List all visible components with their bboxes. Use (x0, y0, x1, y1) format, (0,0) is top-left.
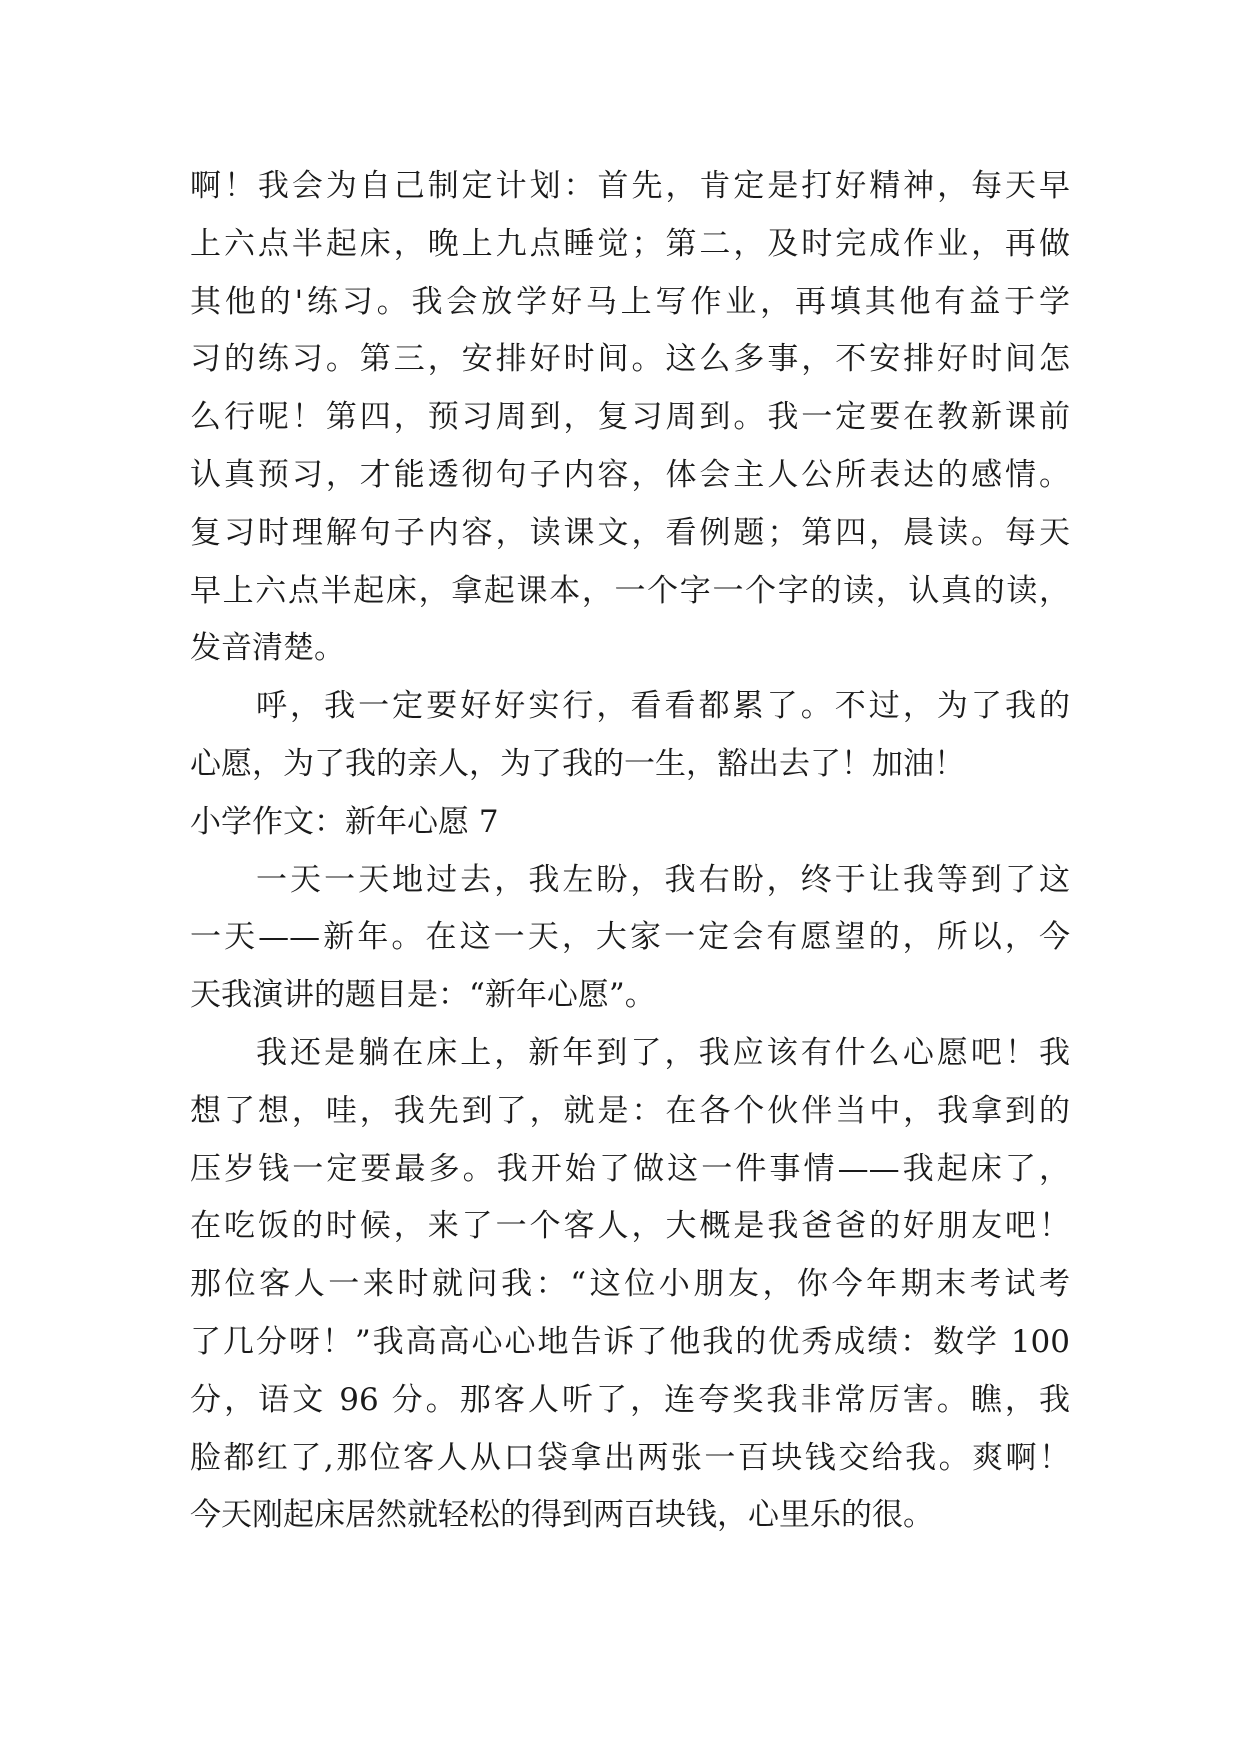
text-line: 分，语文 96 分。那客人听了，连夸奖我非常厉害。瞧，我 (190, 1381, 1070, 1418)
text-line: 脸都红了,那位客人从口袋拿出两张一百块钱交给我。爽啊！ (190, 1439, 1070, 1476)
text-line: 么行呢！第四，预习周到，复习周到。我一定要在教新课前 (190, 399, 1070, 436)
text-line: 想了想，哇，我先到了，就是：在各个伙伴当中，我拿到的 (190, 1092, 1070, 1129)
text-line: 天我演讲的题目是：“新年心愿”。 (190, 977, 656, 1014)
essay-body (190, 158, 1070, 1545)
paragraph-first-line: 呼，我一定要好好实行，看看都累了。不过，为了我的 (256, 688, 1070, 725)
text-line: 习的练习。第三，安排好时间。这么多事，不安排好时间怎 (190, 341, 1070, 378)
text-line: 那位客人一来时就问我：“这位小朋友，你今年期末考试考 (190, 1266, 1070, 1303)
text-line: 早上六点半起床，拿起课本，一个字一个字的读，认真的读， (190, 572, 1070, 609)
text-line: 上六点半起床，晚上九点睡觉；第二，及时完成作业，再做 (190, 225, 1070, 262)
paragraph-first-line: 一天一天地过去，我左盼，我右盼，终于让我等到了这 (256, 861, 1070, 898)
text-line: 心愿，为了我的亲人，为了我的一生，豁出去了！加油！ (190, 745, 965, 782)
text-line: 今天刚起床居然就轻松的得到两百块钱，心里乐的很。 (190, 1497, 934, 1534)
text-line: 了几分呀！”我高高心心地告诉了他我的优秀成绩：数学 100 (190, 1323, 1070, 1360)
text-line: 在吃饭的时候，来了一个客人，大概是我爸爸的好朋友吧！ (190, 1208, 1070, 1245)
paragraph-first-line: 我还是躺在床上，新年到了，我应该有什么心愿吧！我 (256, 1034, 1070, 1071)
text-line: 认真预习，才能透彻句子内容，体会主人公所表达的感情。 (190, 456, 1070, 493)
text-line: 发音清楚。 (190, 630, 345, 667)
text-line: 一天——新年。在这一天，大家一定会有愿望的，所以，今 (190, 919, 1070, 956)
text-line: 啊！我会为自己制定计划：首先，肯定是打好精神，每天早 (190, 168, 1070, 204)
section-heading: 小学作文：新年心愿 7 (190, 803, 499, 840)
text-line: 其他的'练习。我会放学好马上写作业，再填其他有益于学 (190, 283, 1070, 320)
text-line: 复习时理解句子内容，读课文，看例题；第四，晨读。每天 (190, 514, 1070, 551)
text-line: 压岁钱一定要最多。我开始了做这一件事情——我起床了， (190, 1150, 1070, 1187)
